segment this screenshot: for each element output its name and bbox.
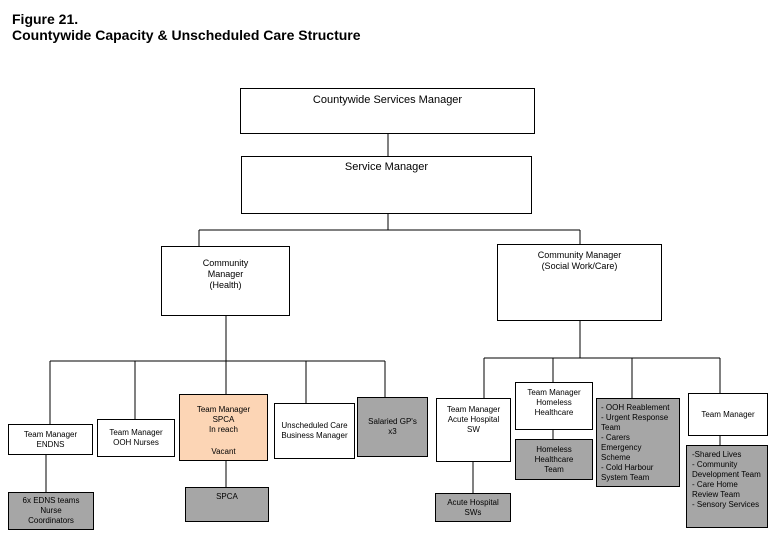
shared-lives-label: -Shared Lives - Community Development Team - Care Home Review Team - Sensory Services [692, 450, 761, 509]
unscheduled-care-business-manager-label: Unscheduled Care Business Manager [281, 421, 348, 440]
team-manager-acute-hospital-box [436, 398, 511, 462]
community-manager-social-label: Community Manager (Social Work/Care) [537, 250, 622, 271]
team-manager-homeless-label: Team Manager Homeless Healthcare [527, 388, 581, 417]
team-manager-ooh-nurses-label: Team Manager OOH Nurses [109, 428, 163, 447]
spca-box [185, 487, 269, 522]
acute-hospital-sws-box [435, 493, 511, 522]
spca-label: SPCA [216, 492, 238, 501]
service-manager-box [241, 156, 532, 214]
acute-hospital-sws-label: Acute Hospital SWs [447, 497, 499, 517]
team-manager-generic-box [688, 393, 768, 436]
team-manager-spca-box [179, 394, 268, 461]
endns-teams-box [8, 492, 94, 530]
spca-vacant-label: Vacant [211, 447, 236, 456]
salaried-gps-label: Salaried GP's x3 [368, 417, 417, 436]
team-manager-generic-label: Team Manager [701, 409, 755, 419]
team-manager-endns-label: Team Manager ENDNS [23, 429, 78, 449]
countywide-services-manager-label: Countywide Services Manager [312, 94, 463, 106]
ooh-reablement-box [596, 398, 680, 487]
community-manager-health-box [161, 246, 290, 316]
figure-number: Figure 21. [12, 11, 79, 27]
team-manager-endns-box [8, 424, 93, 455]
endns-teams-label: 6x EDNS teams Nurse Coordinators [22, 496, 80, 525]
team-manager-acute-hospital-label: Team Manager Acute Hospital SW [446, 405, 501, 434]
team-manager-ooh-nurses-box [97, 419, 175, 457]
team-manager-spca-label: Team Manager SPCA In reach [196, 405, 251, 434]
ooh-reablement-label: - OOH Reablement - Urgent Response Team - Carers Emergency Scheme - Cold Harbour System Team [601, 403, 670, 482]
unscheduled-care-business-manager-box [274, 403, 355, 459]
community-manager-social-box [497, 244, 662, 321]
homeless-healthcare-team-box [515, 439, 593, 480]
shared-lives-box [686, 445, 768, 528]
homeless-healthcare-team-label: Homeless Healthcare Team [534, 444, 574, 474]
figure-title: Countywide Capacity & Unscheduled Care Structure [12, 27, 361, 43]
service-manager-label: Service Manager [344, 161, 429, 173]
community-manager-health-label: Community Manager (Health) [202, 258, 249, 290]
salaried-gps-box [357, 397, 428, 457]
team-manager-homeless-box [515, 382, 593, 430]
countywide-services-manager-box [240, 88, 535, 134]
